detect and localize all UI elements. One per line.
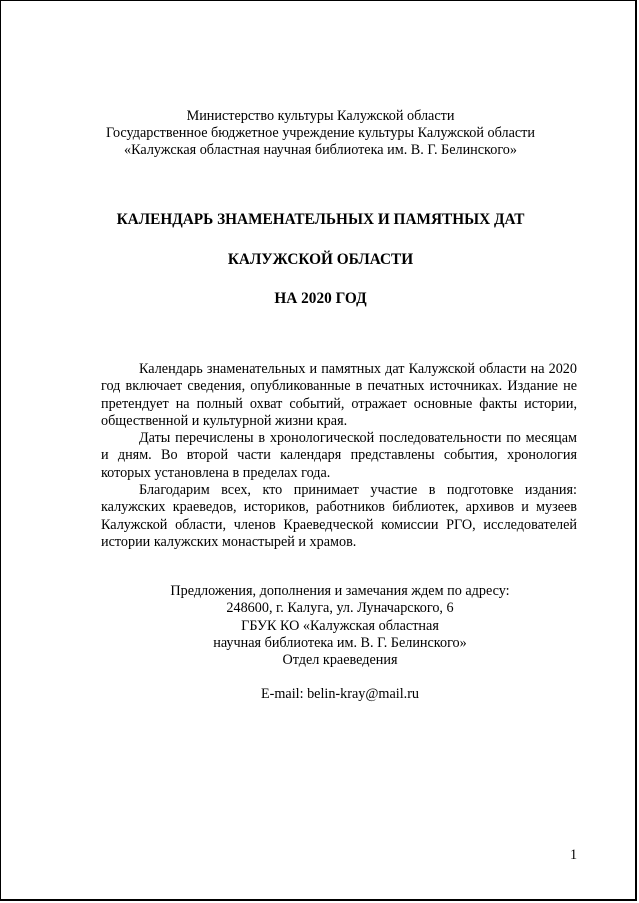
ministry-line: Министерство культуры Калужской области	[186, 108, 455, 124]
introduction-text	[101, 361, 577, 551]
organization-header	[41, 108, 600, 159]
page-number: 1	[570, 847, 578, 863]
contact-block	[41, 583, 639, 704]
document-title-line-2: КАЛУЖСКОЙ ОБЛАСТИ	[227, 251, 414, 268]
document-title-line-1: КАЛЕНДАРЬ ЗНАМЕНАТЕЛЬНЫХ И ПАМЯТНЫХ ДАТ	[116, 211, 525, 228]
contact-intro: Предложения, дополнения и замечания ждем по адресу:	[170, 583, 510, 599]
intro-paragraph-2: Даты перечислены в хронологической последовательности по месяцам и дням. Во второй части календаря представлены события, хронология которых установлена в пределах года.	[101, 430, 577, 481]
contact-department: Отдел краеведения	[282, 652, 398, 669]
document-title-year: НА 2020 ГОД	[274, 290, 367, 307]
institution-line: Государственное бюджетное учреждение культуры Калужской области	[106, 125, 535, 141]
contact-address: 248600, г. Калуга, ул. Луначарского, 6	[226, 600, 454, 617]
library-line: «Калужская областная научная библиотека им. В. Г. Белинского»	[124, 142, 517, 158]
contact-email: E-mail: belin-kray@mail.ru	[260, 686, 420, 703]
contact-org-line-1: ГБУК КО «Калужская областная	[241, 617, 439, 634]
contact-org-line-2: научная библиотека им. В. Г. Белинского»	[213, 634, 467, 651]
intro-paragraph-1: Календарь знаменательных и памятных дат Калужской области на 2020 год включает сведения, опубликованные в печатных источниках. Издание не претендует на полный охват событий, отражает основные факты истории, общественной и культурной жизни края.	[101, 361, 577, 429]
intro-paragraph-3: Благодарим всех, кто принимает участие в подготовке издания: калужских краеведов, историков, работников библиотек, архивов и музеев Калужской области, членов Краеведческой комиссии РГО, исследователей истории калужских монастырей и храмов.	[101, 482, 577, 550]
